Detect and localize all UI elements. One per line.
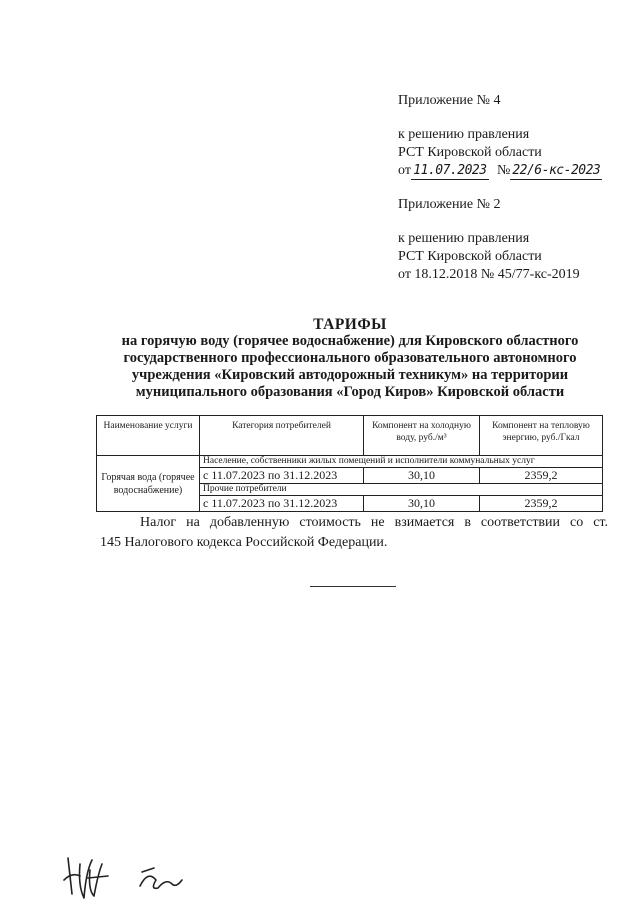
- consumer-group-label: Прочие потребители: [200, 484, 603, 496]
- service-name: Горячая вода (горячее водоснабжение): [97, 456, 200, 512]
- header-cold-component: Компонент на холодную воду, руб./м³: [364, 416, 480, 456]
- appendix-4-title: Приложение № 4: [398, 93, 501, 108]
- appendix-2-authority: РСТ Кировской области: [398, 249, 542, 264]
- number-label: №: [496, 163, 511, 178]
- appendix-2-ref: от 18.12.2018 № 45/77-кс-2019: [398, 267, 580, 282]
- table-row: [97, 456, 603, 468]
- handwritten-date: 11.07.2023: [411, 162, 489, 180]
- title-line: государственного профессионального образовательного автономного: [123, 350, 577, 366]
- signature: [58, 850, 198, 905]
- cold-water-tariff: 30,10: [364, 468, 480, 484]
- document-title: [60, 316, 640, 401]
- handwritten-number: 22/6-кс-2023: [510, 162, 602, 180]
- header-heat-component: Компонент на тепловую энергию, руб./Гкал: [480, 416, 603, 456]
- heat-energy-tariff: 2359,2: [480, 496, 603, 512]
- header-category: Категория потребителей: [200, 416, 364, 456]
- vat-note: [100, 513, 608, 553]
- table-header-row: [97, 416, 603, 456]
- heat-energy-tariff: 2359,2: [480, 468, 603, 484]
- title-heading: ТАРИФЫ: [313, 316, 387, 333]
- cold-water-tariff: 30,10: [364, 496, 480, 512]
- tariff-period: с 11.07.2023 по 31.12.2023: [200, 468, 364, 484]
- appendix-4-ref: [398, 162, 602, 180]
- appendix-2-title: Приложение № 2: [398, 197, 501, 212]
- appendix-2-decision-line: к решению правления: [398, 231, 530, 246]
- consumer-group-label: Население, собственники жилых помещений и исполнители коммунальных услуг: [200, 456, 603, 468]
- tariff-period: с 11.07.2023 по 31.12.2023: [200, 496, 364, 512]
- appendix-4-decision-line: к решению правления: [398, 127, 530, 142]
- title-line: на горячую воду (горячее водоснабжение) для Кировского областного: [121, 333, 579, 349]
- title-line: муниципального образования «Город Киров» Кировской области: [135, 384, 565, 400]
- from-label: от: [398, 163, 411, 178]
- tariffs-table: [96, 415, 603, 512]
- divider-line: [310, 586, 396, 587]
- vat-note-line: Налог на добавленную стоимость не взимается в соответствии со ст.: [140, 515, 608, 530]
- title-line: учреждения «Кировский автодорожный техникум» на территории: [131, 367, 569, 383]
- header-service: Наименование услуги: [97, 416, 200, 456]
- vat-note-line: 145 Налогового кодекса Российской Федерации.: [100, 535, 388, 550]
- appendix-4-authority: РСТ Кировской области: [398, 145, 542, 160]
